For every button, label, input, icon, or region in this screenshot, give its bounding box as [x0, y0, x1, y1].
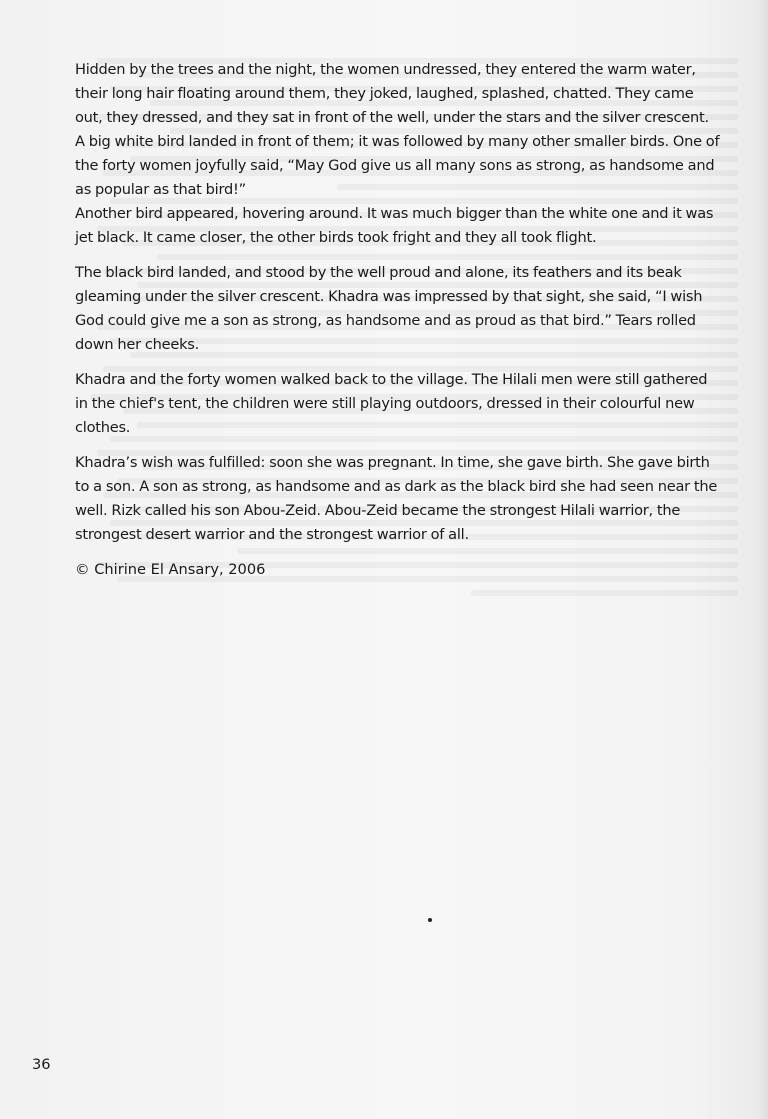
story-paragraph: Khadra’s wish was fulfilled: soon she was pregnant. In time, she gave birth. She gave birth to a son. A son as strong, as handsome and as dark as the black bird she had seen near the well. Rizk called his son Abou-Zeid. Abou-Zeid became the strongest Hilali warrior, the strongest desert warrior and the strongest warrior of all. [75, 454, 718, 543]
story-paragraph: Another bird appeared, hovering around. It was much bigger than the white one and it was jet black. It came closer, the other birds took fright and they all took flight. [75, 205, 714, 246]
story-text-block [75, 58, 720, 582]
story-paragraph: A big white bird landed in front of them; it was followed by many other smaller birds. One of the forty women joyfully said, “May God give us all many sons as strong, as handsome and as popular as that bird!” [75, 133, 720, 198]
copyright-notice: © Chirine El Ansary, 2006 [75, 561, 266, 578]
story-paragraph: The black bird landed, and stood by the well proud and alone, its feathers and its beak gleaming under the silver crescent. Khadra was impressed by that sight, she said, “I wish God could give me a son as strong, as handsome and as proud as that bird.” Tears rolled down her cheeks. [75, 264, 703, 353]
print-speck [428, 918, 432, 922]
story-paragraph: Khadra and the forty women walked back to the village. The Hilali men were still gathered in the chief's tent, the children were still playing outdoors, dressed in their colourful new clothes. [75, 371, 708, 436]
story-paragraph: Hidden by the trees and the night, the women undressed, they entered the warm water, their long hair floating around them, they joked, laughed, splashed, chatted. They came out, they dressed, and they sat in front of the well, under the stars and the silver crescent. [75, 61, 709, 126]
page-number: 36 [32, 1056, 51, 1073]
page-edge-shadow [758, 0, 768, 1119]
